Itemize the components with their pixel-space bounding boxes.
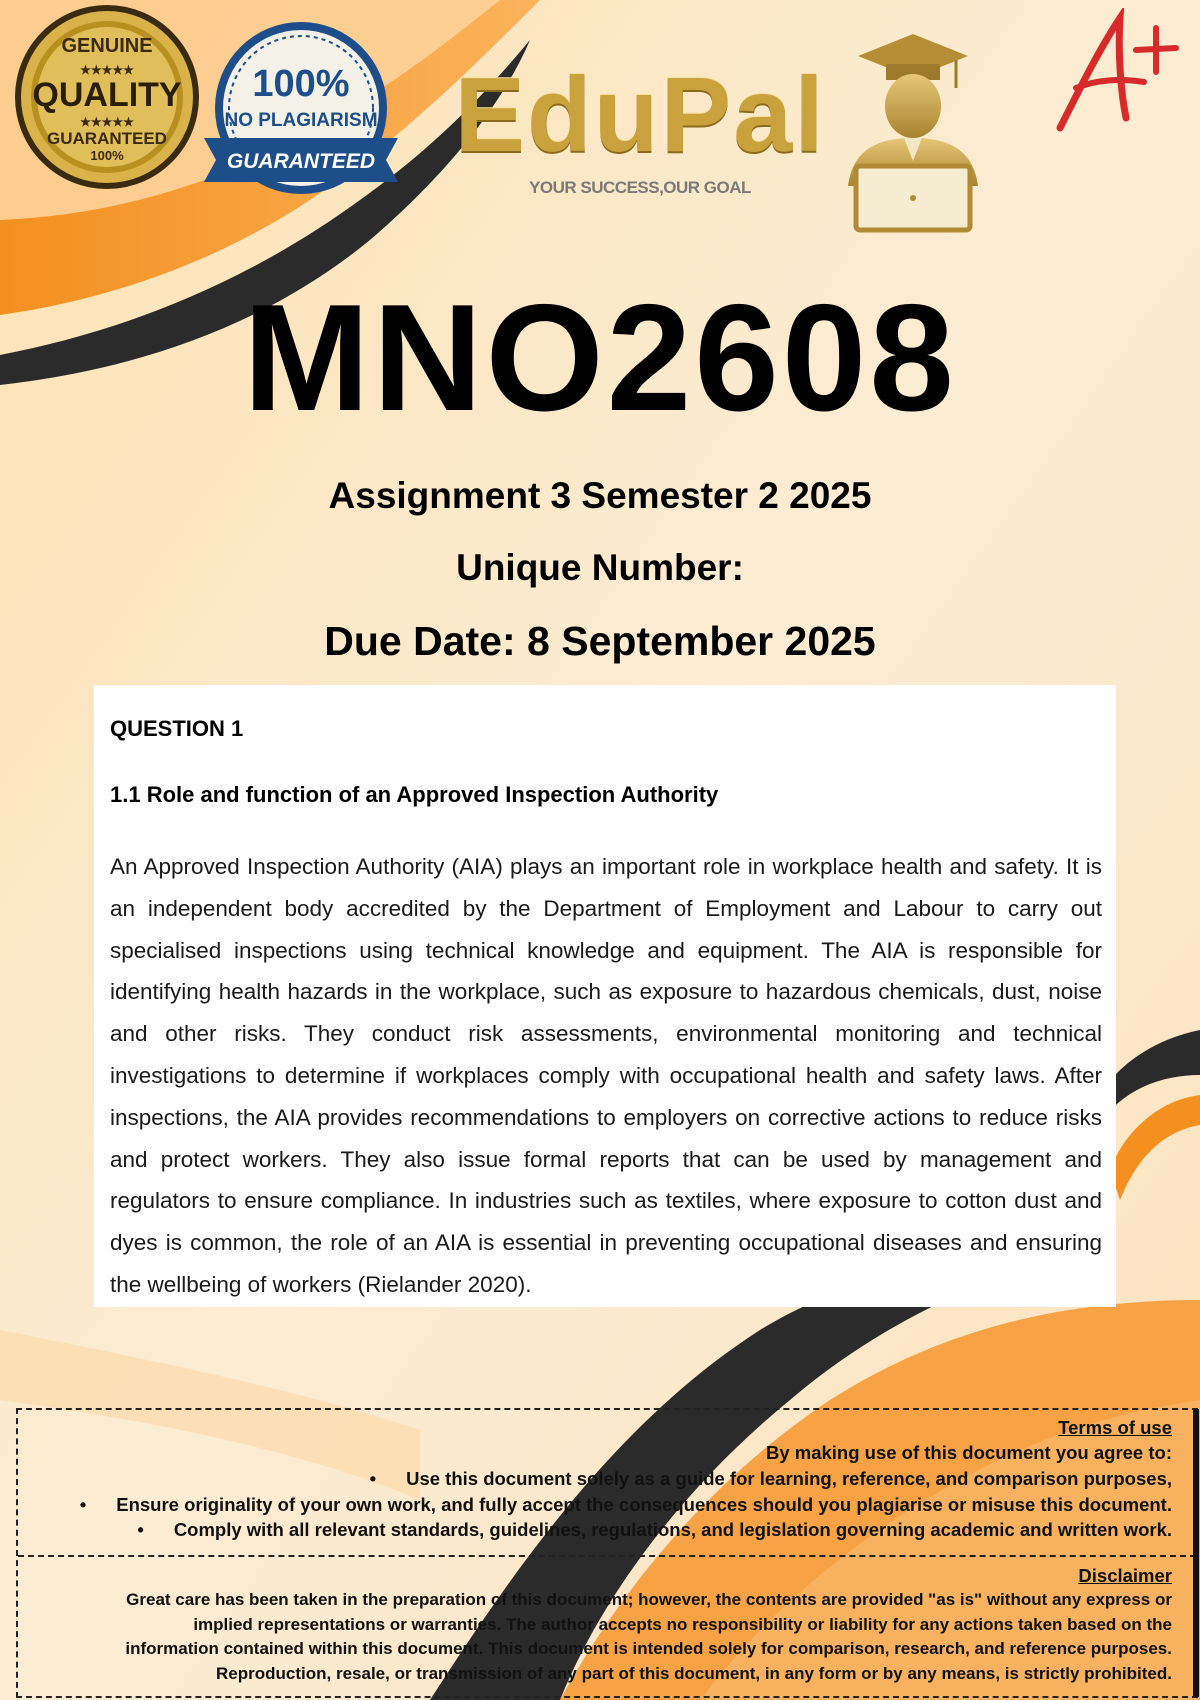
seal-main-text: QUALITY [32, 76, 182, 114]
seal-top-text: GENUINE [61, 35, 153, 57]
bullet-icon: • [79, 1493, 87, 1515]
disclaimer-line: information contained within this document. This document is intended solely for comparison, research, and reference purposes. [125, 1639, 1172, 1658]
seal-stars: ★★★★★ [80, 63, 134, 77]
bullet-icon: • [369, 1468, 377, 1489]
list-item [20, 1466, 1172, 1492]
footer-edge-bar [1193, 1409, 1199, 1697]
list-item [20, 1517, 1172, 1543]
brand-logo [450, 56, 830, 198]
section-subheading: 1.1 Role and function of an Approved Inspection Authority [110, 782, 719, 807]
disclaimer-line: Great care has been taken in the preparation of this document; however, the contents are provided "as is" without any express or [126, 1590, 1172, 1609]
brand-name: EduPal [454, 56, 826, 174]
terms-title: Terms of use [1058, 1417, 1172, 1438]
terms-intro: By making use of this document you agree to: [765, 1442, 1172, 1463]
badge-main-text: NO PLAGIARISM [224, 110, 378, 131]
due-date-label: Due Date: 8 September 2025 [324, 618, 876, 664]
unique-number-label: Unique Number: [456, 547, 744, 588]
terms-list [20, 1466, 1172, 1543]
quality-seal-icon [12, 2, 202, 192]
footer-divider [18, 1555, 1196, 1557]
disclaimer-line: Reproduction, resale, or transmission of any part of this document, in any form or by any means, is strictly prohibited. [216, 1663, 1172, 1683]
seal-bottom-text: GUARANTEED [47, 129, 167, 148]
terms-item-text: Ensure originality of your own work, and fully accept the consequences should you plagiarise or misuse this document. [116, 1493, 1172, 1515]
badge-percent-text: 100% [252, 63, 350, 105]
list-item [20, 1492, 1172, 1518]
no-plagiarism-badge-icon [196, 18, 406, 208]
terms-item-text: Comply with all relevant standards, guidelines, regulations, and legislation governing academic and written work. [173, 1519, 1172, 1540]
disclaimer-body [20, 1588, 1172, 1686]
answer-paragraph: An Approved Inspection Authority (AIA) plays an important role in workplace health and safety. It is an independent body accredited by the Department of Employment and Labour to carry out specialised inspections using technical knowledge and equipment. The AIA is responsible for identifying health hazards in the workplace, such as exposure to hazardous chemicals, dust, noise and other risks. They conduct risk assessments, environmental monitoring and technical investigations to determine if workplaces comply with occupational health and safety laws. After inspections, the AIA provides recommendations to employers on corrective actions to reduce risks and protect workers. They also issue formal reports that can be used by management and regulators to ensure compliance. In industries such as textiles, where exposure to cotton dust and dyes is common, the role of an AIA is essential in preventing occupational diseases and ensuring the wellbeing of workers (Rielander 2020). [110, 854, 1102, 1297]
disclaimer-title: Disclaimer [1078, 1565, 1172, 1586]
course-code-title: MNO2608 [243, 273, 957, 443]
badge-ribbon-text: GUARANTEED [226, 150, 376, 173]
seal-percent-text: 100% [90, 148, 124, 163]
question-heading: QUESTION 1 [110, 716, 244, 741]
disclaimer-line: implied representations or warranties. The author accepts no responsibility or liability for any actions taken based on the [193, 1614, 1172, 1634]
grade-a-plus-icon [1040, 8, 1180, 148]
seal-stars-bottom: ★★★★★ [80, 115, 134, 129]
bullet-icon: • [137, 1519, 144, 1540]
terms-item-text: Use this document solely as a guide for learning, reference, and comparison purposes, [406, 1468, 1172, 1489]
graduate-laptop-icon [838, 26, 988, 236]
brand-tagline: YOUR SUCCESS,OUR GOAL [529, 178, 751, 197]
assignment-subtitle: Assignment 3 Semester 2 2025 [328, 475, 872, 516]
